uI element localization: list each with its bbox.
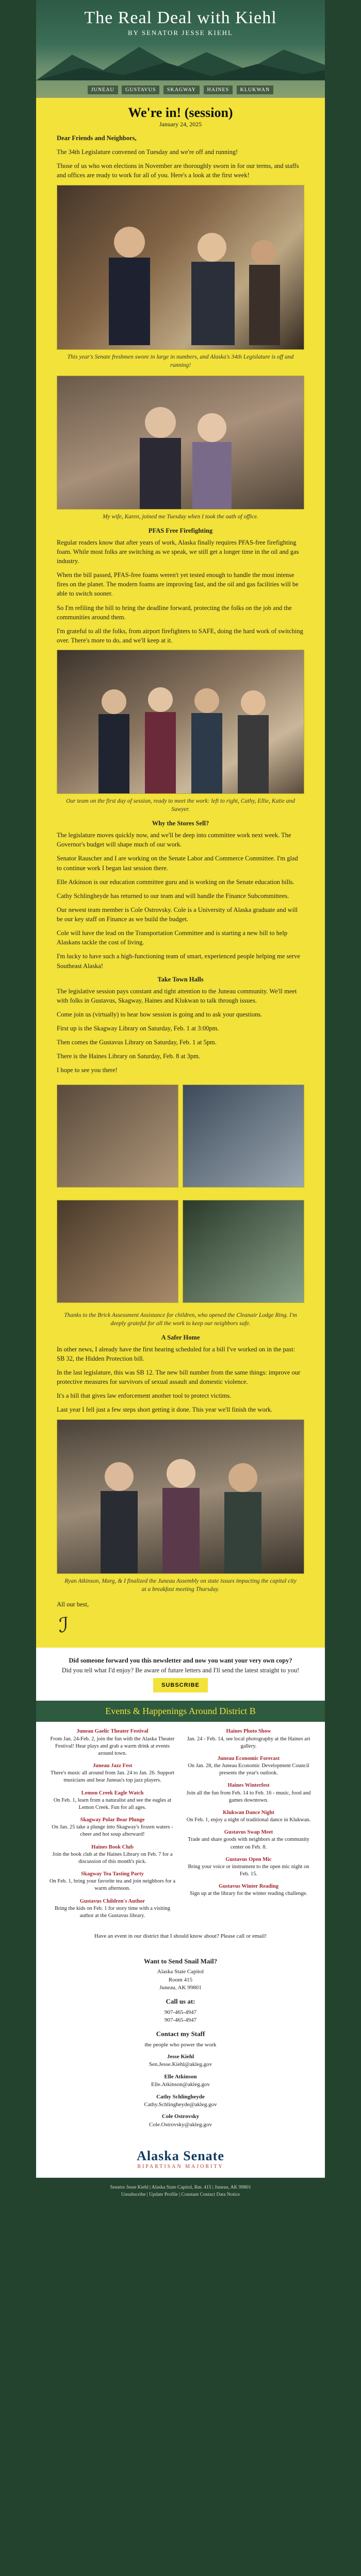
body-paragraph: Cathy Schlingheyde has returned to our team and will handle the Finance Subcommittees. — [57, 892, 289, 900]
event-item — [185, 1829, 313, 1851]
unsubscribe-link[interactable]: Unsubscribe — [121, 2192, 146, 2198]
newsletter-body — [36, 98, 325, 1648]
tag-skagway: SKAGWAY — [163, 86, 200, 94]
events-note: Have an event in our district that I should know about? Please call or email! — [36, 1931, 325, 1946]
oath-photo — [57, 376, 304, 510]
event-name: Juneau Economic Forecast — [217, 1755, 280, 1761]
staff-email-link[interactable]: Cole.Ostrovsky@akleg.gov — [149, 2121, 212, 2128]
event-item — [185, 1728, 313, 1750]
salutation: Dear Friends and Neighbors, — [57, 134, 137, 142]
contact-section — [36, 1946, 325, 2143]
event-item — [185, 1856, 313, 1878]
closing-line: All our best, — [57, 1600, 89, 1608]
event-name: Juneau Gaelic Theater Festival — [76, 1728, 149, 1735]
address-line: Room 415 — [168, 1976, 193, 1983]
header-banner — [36, 0, 325, 98]
event-name: Haines Photo Show — [226, 1728, 271, 1735]
staff-note: the people who power the work — [144, 2041, 217, 2048]
body-paragraph: Cole will have the lead on the Transportation Committee and is starting a new bill to help Alaskans tackle the cost of living. — [57, 929, 288, 946]
footer — [0, 2178, 361, 2205]
section-heading: Take Town Halls — [157, 975, 204, 983]
event-text: Join all the fun from Feb. 14 to Feb. 16 - music, food and games downtown. — [186, 1790, 311, 1803]
staff-email-link[interactable]: Elle.Atkinson@akleg.gov — [151, 2081, 210, 2088]
body-paragraph: I'm grateful to all the folks, from airport firefighters to SAFE, doing the hard work of switching over. There's more to do, and we'll keep at it. — [57, 627, 303, 644]
event-text: There's music all around from Jan. 24 to Jan. 26. Support musicians and hear Juneau's top jazz players. — [50, 1770, 175, 1784]
event-item — [48, 1844, 176, 1866]
photo-caption: Our team on the first day of session, ready to meet the work: left to right, Cathy, Ellie, Katie and Sawyer. — [66, 798, 295, 813]
event-item — [185, 1883, 313, 1897]
staff-team-photo — [57, 650, 304, 794]
event-name: Haines Book Club — [91, 1844, 134, 1850]
photo-caption: This year's Senate freshmen swore in large in numbers, and Alaska's 34th Legislature is off and running! — [67, 353, 294, 368]
photo-caption: Ryan Atkinson, Marg, & I finalized the Juneau Assembly on state issues impacting the capital city at a breakfast meeting Thursday. — [64, 1578, 297, 1592]
call-heading: Call us at: — [166, 1997, 195, 2006]
event-name: Skagway Polar Bear Plunge — [80, 1817, 145, 1823]
event-name: Gustavus Swap Meet — [224, 1829, 273, 1836]
collage-photo — [183, 1200, 304, 1303]
logo-title: Alaska Senate — [137, 2148, 224, 2164]
body-paragraph: First up is the Skagway Library on Saturday, Feb. 1 at 3:00pm. — [57, 1025, 219, 1032]
forward-question: Did someone forward you this newsletter and now you want your very own copy? — [69, 1656, 292, 1664]
event-text: On Feb. 1, enjoy a night of traditional dance in Klukwan. — [186, 1817, 311, 1823]
section-heading: PFAS Free Firefighting — [148, 527, 213, 534]
event-text: Join the book club at the Haines Library on Feb. 7 for a discussion of this month's pick. — [52, 1851, 173, 1865]
staff-heading: Contact my Staff — [156, 2030, 205, 2038]
event-item — [48, 1762, 176, 1785]
main-heading: We're in! (session) — [128, 105, 233, 120]
subscribe-section — [36, 1648, 325, 1701]
newsletter-subtitle: BY SENATOR JESSE KIEHL — [128, 29, 233, 37]
assembly-meeting-photo — [57, 1419, 304, 1574]
tag-juneau: JUNEAU — [88, 86, 118, 94]
event-item — [48, 1817, 176, 1839]
event-item — [48, 1898, 176, 1920]
event-item — [185, 1755, 313, 1777]
photo-collage — [57, 1080, 304, 1191]
body-paragraph: I hope to see you there! — [57, 1066, 118, 1074]
staff-contact — [57, 2093, 304, 2109]
body-paragraph: There is the Haines Library on Saturday, Feb. 8 at 3pm. — [57, 1053, 200, 1060]
event-item — [48, 1871, 176, 1893]
event-item — [185, 1809, 313, 1824]
staff-contact — [57, 2073, 304, 2089]
event-name: Gustavus Open Mic — [225, 1856, 272, 1862]
event-name: Juneau Jazz Fest — [92, 1763, 133, 1769]
event-name: Gustavus Winter Reading — [218, 1884, 279, 1890]
events-title: Events & Happenings Around District B — [36, 1701, 325, 1722]
staff-contact — [57, 2113, 304, 2129]
event-text: Bring the kids on Feb. 1 for story time with a visiting author at the Gustavus library. — [55, 1905, 170, 1919]
event-text: Trade and share goods with neighbors at the community center on Feb. 8. — [188, 1837, 309, 1850]
body-paragraph: Come join us (virtually) to hear how session is going and to ask your questions. — [57, 1010, 262, 1018]
event-text: Bring your voice or instrument to the open mic night on Feb. 15. — [188, 1863, 309, 1877]
event-name: Haines Winterfest — [227, 1783, 270, 1789]
body-paragraph: In other news, I already have the first hearing scheduled for a bill I've worked on in the past: SB 32, the Hidden Protection bill. — [57, 1345, 296, 1362]
subscribe-prompt: Did you tell what I'd enjoy? Be aware of future letters and I'll send the latest straight to you! — [61, 1666, 300, 1674]
signature: ℐ — [59, 1613, 69, 1637]
event-item — [48, 1790, 176, 1812]
update-profile-link[interactable]: Update Profile — [149, 2192, 178, 2198]
event-text: On Jan. 28, the Juneau Economic Development Council presents the year's outlook. — [188, 1763, 309, 1776]
events-left-column — [48, 1728, 176, 1925]
event-text: On Feb. 1, bring your favorite tea and join neighbors for a warm afternoon. — [49, 1878, 176, 1892]
body-paragraph: When the bill passed, PFAS-free foams weren't yet tested enough to handle the most intense fires on the planet. The modern foams are improving fast, and the oil and gas facilities will be able to switch sooner. — [57, 571, 299, 598]
staff-email-link[interactable]: Cathy.Schlingheyde@akleg.gov — [144, 2101, 217, 2108]
section-heading: A Safer Home — [161, 1333, 200, 1341]
body-paragraph: Last year I fell just a few steps short getting it done. This year we'll finish the work. — [57, 1406, 273, 1414]
event-name: Gustavus Children's Author — [79, 1898, 145, 1904]
district-tags — [36, 87, 325, 93]
mountain-illustration — [36, 39, 325, 80]
collage-photo — [57, 1084, 178, 1188]
logo-subtitle: BIPARTISAN MAJORITY — [137, 2164, 224, 2170]
event-name: Klukwan Dance Night — [223, 1809, 274, 1816]
body-paragraph: In the last legislature, this was SB 12. The new bill number from the same things: improve our protective measures for survivors of sexual assault and domestic violence. — [57, 1369, 301, 1386]
events-right-column — [185, 1728, 313, 1925]
senate-freshmen-photo — [57, 185, 304, 350]
photo-figures — [57, 185, 304, 350]
staff-name: Jesse Kiehl — [167, 2054, 194, 2060]
data-notice-link[interactable]: Constant Contact Data Notice — [181, 2192, 240, 2198]
event-text: Jan. 24 - Feb. 14, see local photography at the Haines art gallery. — [187, 1736, 310, 1749]
tag-gustavus: GUSTAVUS — [122, 86, 159, 94]
body-paragraph: Our newest team member is Cole Ostrovsky. Cole is a University of Alaska graduate and will be our key staff on Finance as we build the budget. — [57, 906, 298, 923]
footer-links: Unsubscribe | Update Profile | Constant Contact Data Notice — [121, 2192, 240, 2198]
section-heading: Why the Stores Sell? — [152, 820, 209, 827]
event-text: From Jan. 24-Feb. 2, join the fun with the Alaska Theater Festival! Hear plays and grab a warm drink at events around town. — [50, 1736, 175, 1756]
issue-date: January 24, 2025 — [159, 121, 202, 128]
body-paragraph: Elle Atkinson is our education committee guru and is working on the Senate education bills. — [57, 878, 294, 886]
phone-number[interactable]: 907-465-4947 — [164, 2009, 197, 2015]
staff-name: Elle Atkinson — [164, 2073, 197, 2080]
body-paragraph: The legislative session pays constant and tight attention to the Juneau community. We'll meet with folks in Gustavus, Skagway, Haines and Klukwan to talk through issues. — [57, 987, 297, 1004]
collage-photo — [183, 1084, 304, 1188]
phone-number[interactable]: 907-465-4947 — [164, 2017, 197, 2024]
photo-caption: Thanks to the Brick Assessment Assistance for children, who opened the Cleanair Lodge Ring. I'm deeply grateful for all the work to keep our neighbors safe. — [64, 1312, 297, 1327]
body-paragraph: The legislature moves quickly now, and we'll be deep into committee work next week. The Governor's budget will shape much of our work. — [57, 832, 291, 849]
body-paragraph: Senator Rauscher and I are working on the Senate Labor and Commerce Committee. I'm glad to continue work I began last session there. — [57, 855, 298, 872]
newsletter — [36, 0, 325, 2178]
mail-heading: Want to Send Snail Mail? — [143, 1957, 218, 1965]
body-paragraph: Then comes the Gustavus Library on Saturday, Feb. 1 at 5pm. — [57, 1039, 217, 1046]
event-name: Skagway Tea Tasting Party — [81, 1871, 144, 1877]
newsletter-title: The Real Deal with Kiehl — [84, 8, 277, 27]
tag-klukwan: KLUKWAN — [237, 86, 274, 94]
event-text: On Feb. 1, learn from a naturalist and see the eagles at Lemon Creek. Fun for all ages. — [53, 1797, 172, 1810]
body-paragraph: I'm lucky to have such a high-functioning team of smart, experienced people helping me serve Southeast Alaska! — [57, 953, 300, 970]
address-line: Alaska State Capitol — [157, 1969, 204, 1975]
photo-figures — [57, 650, 304, 794]
event-item — [48, 1728, 176, 1757]
intro-paragraph: Those of us who won elections in November are thoroughly sworn in for our terms, and staffs and offices are ready to work for all of you. Here's a look at the first week! — [57, 162, 299, 179]
subscribe-button[interactable]: SUBSCRIBE — [153, 1678, 208, 1692]
photo-figures — [57, 376, 304, 510]
collage-photo — [57, 1200, 178, 1303]
senate-logo — [36, 2143, 325, 2178]
staff-contact — [57, 2053, 304, 2069]
intro-paragraph: The 34th Legislature convened on Tuesday and we're off and running! — [57, 148, 238, 156]
event-name: Lemon Creek Eagle Watch — [81, 1790, 144, 1796]
body-paragraph: Regular readers know that after years of work, Alaska finally requires PFAS-free firefighting foam. While most folks are switching as we speak, we still get a longer time in the oil and gas industry. — [57, 538, 299, 565]
body-paragraph: So I'm refiling the bill to bring the deadline forward, protecting the folks on the job and the communities around them. — [57, 604, 292, 621]
event-text: Sign up at the library for the winter reading challenge. — [189, 1891, 307, 1897]
body-paragraph: It's a bill that gives law enforcement another tool to protect victims. — [57, 1392, 232, 1400]
staff-name: Cathy Schlingheyde — [156, 2093, 205, 2100]
event-text: On Jan. 25 take a plunge into Skagway's frozen waters - cheer and hot soup afterward! — [52, 1824, 173, 1838]
event-item — [185, 1782, 313, 1804]
staff-email-link[interactable]: Sen.Jesse.Kiehl@akleg.gov — [149, 2061, 212, 2068]
address-line: Juneau, AK 99801 — [159, 1985, 202, 1991]
tag-haines: HAINES — [204, 86, 233, 94]
photo-caption: My wife, Karen, joined me Tuesday when I took the oath of office. — [102, 513, 259, 520]
footer-address: Senator Jesse Kiehl | Alaska State Capitol, Rm. 415 | Juneau, AK 99801 — [110, 2185, 251, 2191]
photo-figures — [57, 1420, 304, 1574]
events-grid — [36, 1722, 325, 1931]
staff-name: Cole Ostrovsky — [161, 2113, 200, 2120]
photo-collage — [57, 1196, 304, 1306]
